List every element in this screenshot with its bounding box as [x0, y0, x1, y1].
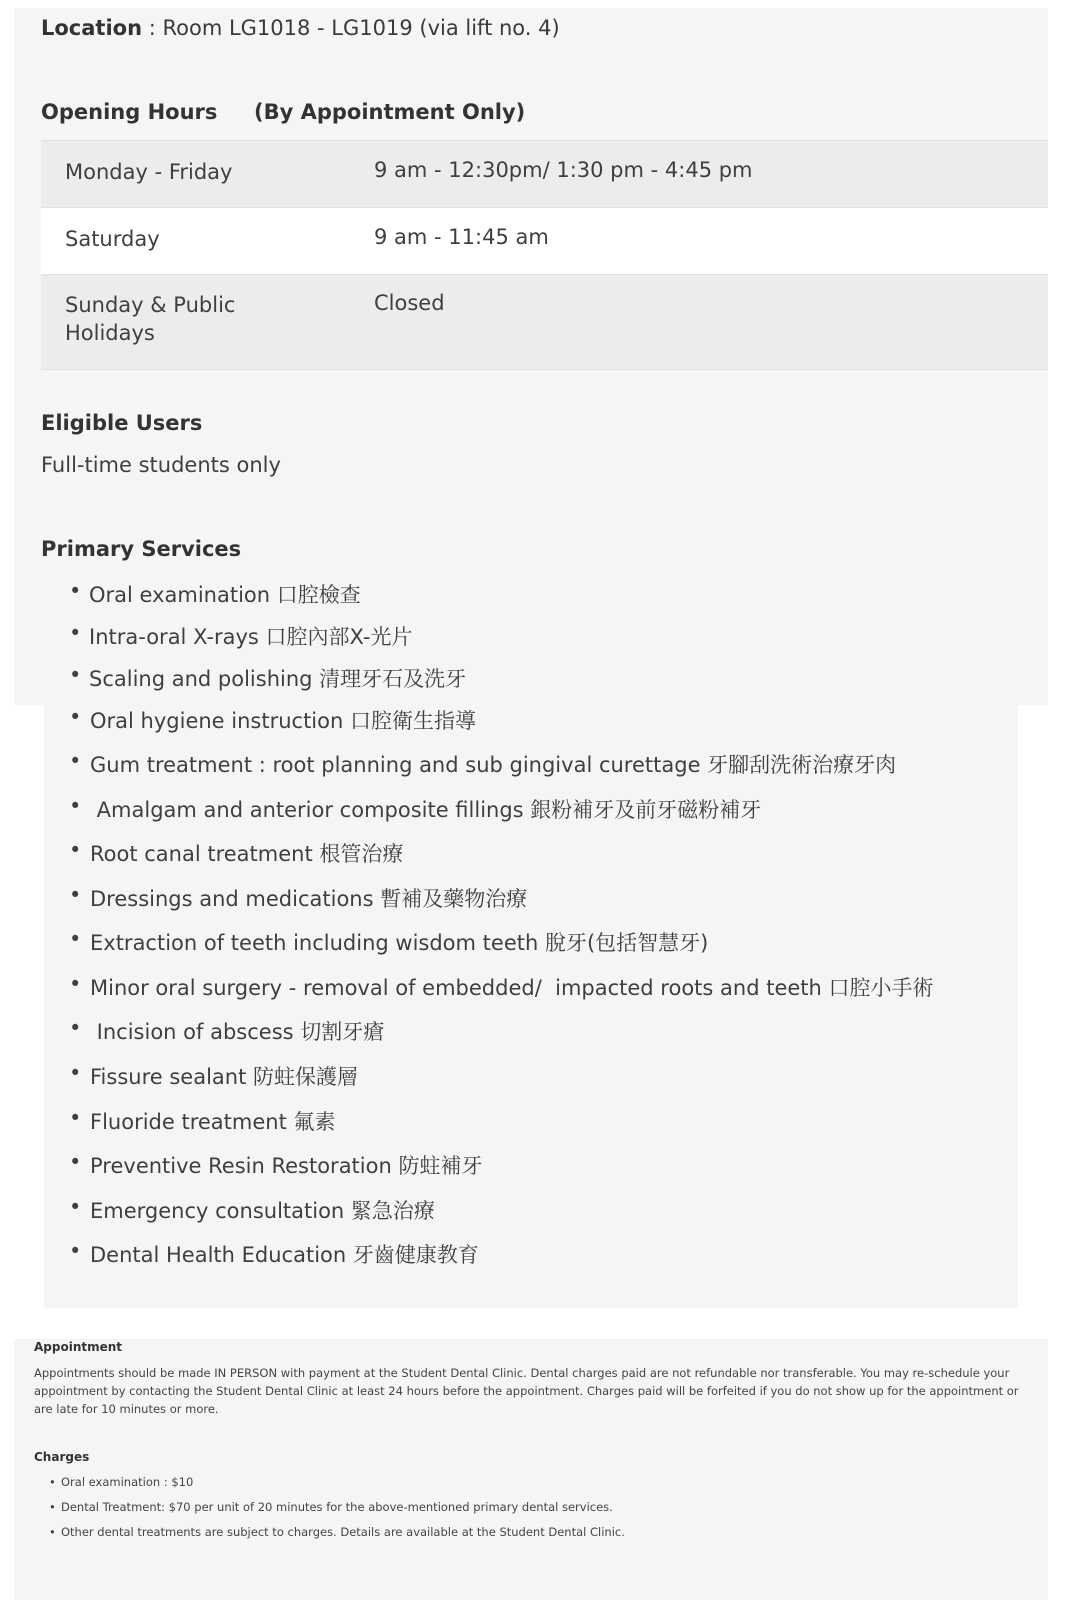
- charge-text: Oral examination : $10: [61, 1475, 194, 1489]
- list-item: [49, 1525, 625, 1539]
- hours-time: 9 am - 11:45 am: [374, 225, 549, 249]
- appointment-text: Appointments should be made IN PERSON with payment at the Student Dental Clinic. Dental charges paid are not refundable nor transferable. You may re-schedule your appointment by contacting the Student Dental Clinic at least 24 hours before the appointment. Charges paid will be forfeited if you do not show up for the appointment or are late for 10 minutes or more.: [34, 1366, 1019, 1416]
- service-text: Dental Health Education 牙齒健康教育: [90, 1243, 479, 1267]
- service-text: Extraction of teeth including wisdom teeth 脫牙(包括智慧牙): [90, 931, 709, 955]
- bullet: •: [69, 1195, 82, 1219]
- service-text: Scaling and polishing 清理牙石及洗牙: [89, 667, 467, 691]
- service-text: Amalgam and anterior composite fillings 銀粉補牙及前牙磁粉補牙: [90, 798, 762, 822]
- hours-row-saturday: [41, 207, 1048, 274]
- opening-hours-table: [41, 140, 1048, 370]
- bullet: •: [69, 1106, 82, 1130]
- hours-day-line1: Sunday & Public: [65, 293, 236, 317]
- service-text: Root canal treatment 根管治療: [90, 842, 404, 866]
- opening-hours-title: Opening Hours: [41, 100, 218, 124]
- list-item: [49, 1500, 613, 1514]
- bullet: •: [49, 1475, 56, 1489]
- eligible-users-text: Full-time students only: [41, 453, 281, 477]
- hours-day: Saturday: [65, 227, 160, 251]
- bullet: •: [69, 1150, 82, 1174]
- service-text: Dressings and medications 暫補及藥物治療: [90, 887, 528, 911]
- bullet: •: [69, 663, 82, 687]
- service-text: Incision of abscess 切割牙瘡: [90, 1020, 385, 1044]
- bullet: •: [69, 972, 82, 996]
- bullet: •: [69, 1239, 82, 1263]
- hours-row-sunday-holidays: [41, 274, 1048, 370]
- service-text: Intra-oral X-rays 口腔內部X-光片: [89, 625, 413, 649]
- bullet: •: [69, 883, 82, 907]
- bullet: •: [69, 579, 82, 603]
- service-text: Oral hygiene instruction 口腔衛生指導: [90, 709, 476, 733]
- location-line: [41, 16, 560, 40]
- bullet: •: [69, 1061, 82, 1085]
- hours-row-weekday: [41, 140, 1048, 207]
- opening-hours-heading: [41, 100, 525, 124]
- location-label: Location: [41, 16, 143, 40]
- service-text: Fissure sealant 防蛀保護層: [90, 1065, 358, 1089]
- service-text: Minor oral surgery - removal of embedded/ impacted roots and teeth 口腔小手術: [90, 976, 934, 1000]
- service-text: Emergency consultation 緊急治療: [90, 1199, 435, 1223]
- charge-text: Dental Treatment: $70 per unit of 20 minutes for the above-mentioned primary dental services.: [61, 1500, 613, 1514]
- bullet: •: [49, 1525, 56, 1539]
- bullet: •: [49, 1500, 56, 1514]
- service-text: Fluoride treatment 氟素: [90, 1110, 336, 1134]
- bullet: •: [69, 927, 82, 951]
- location-value: : Room LG1018 - LG1019 (via lift no. 4): [142, 16, 560, 40]
- bullet: •: [69, 621, 82, 645]
- service-text: Preventive Resin Restoration 防蛀補牙: [90, 1154, 483, 1178]
- bullet: •: [69, 1016, 82, 1040]
- hours-day-line2: Holidays: [65, 321, 155, 345]
- charge-text: Other dental treatments are subject to charges. Details are available at the Student Dental Clinic.: [61, 1525, 625, 1539]
- hours-time: 9 am - 12:30pm/ 1:30 pm - 4:45 pm: [374, 158, 753, 182]
- opening-hours-note: (By Appointment Only): [254, 100, 526, 124]
- service-text: Gum treatment : root planning and sub gingival curettage 牙腳刮洗術治療牙肉: [90, 753, 897, 777]
- eligible-users-heading: Eligible Users: [41, 411, 203, 435]
- bullet: •: [69, 749, 82, 773]
- list-item: [49, 1475, 193, 1489]
- hours-day: Monday - Friday: [65, 160, 233, 184]
- charges-heading: Charges: [34, 1450, 90, 1464]
- bullet: •: [69, 705, 82, 729]
- service-text: Oral examination 口腔檢查: [89, 583, 361, 607]
- hours-time: Closed: [374, 291, 445, 315]
- bullet: •: [69, 838, 82, 862]
- primary-services-heading: Primary Services: [41, 537, 242, 561]
- appointment-heading: Appointment: [34, 1340, 123, 1354]
- bullet: •: [69, 794, 82, 818]
